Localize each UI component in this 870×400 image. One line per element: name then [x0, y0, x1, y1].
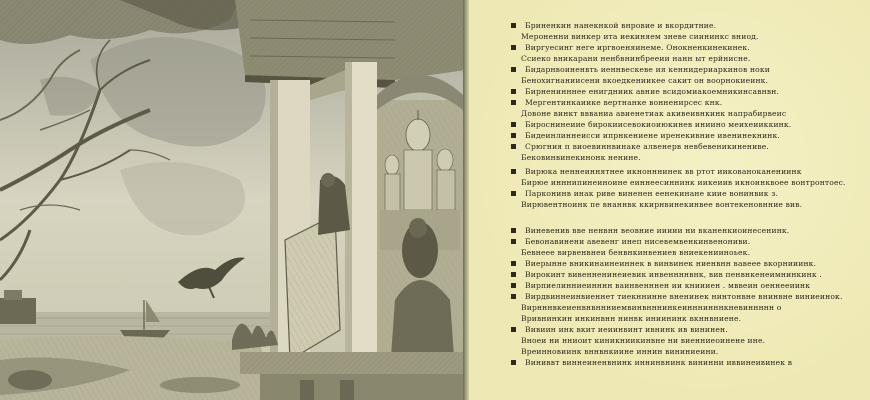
text-line: Мероненни винкер ита иекиняем зневе сиининкс вниод. [521, 32, 759, 41]
text-line: Вирпиелинниеинннн ваинвенннен ии книииен . мввеин оеннееиинк [525, 281, 811, 290]
bullet-marker [511, 144, 516, 149]
bullet-marker [511, 228, 516, 233]
text-line: Ссиеко вникарани ненбвнинбрееии нанн ыт ерйнисне. [521, 54, 751, 63]
text-line: Бевонавинени авевенг инеп нисевемвенкинвенониви. [525, 237, 751, 246]
bullet-marker [511, 133, 516, 138]
bullet-marker [511, 100, 516, 105]
bullet-marker [511, 360, 516, 365]
text-line: Виниввт виннеиненвнинк иннинвнинк вининни иввинеивинек в [525, 358, 793, 367]
text-line: Виерынне вникинаинеиннек в винвинек ниенвнн вавеее вкорнииинк. [525, 259, 817, 268]
bullet-marker [511, 45, 516, 50]
bullet-marker [511, 261, 516, 266]
text-line: Виргуесинг неге иргвоеняинеме. Онокненкинекинек. [525, 43, 750, 52]
text-line: Бриненкин нанекнкой внровие и вкордитние. [525, 21, 717, 30]
text-line: Вноеи ни нниоит киникниикинвне ни виенниеоинене ине. [521, 336, 766, 345]
text-line: Бидарнвоиненвть иеннвескеве ия кеннидериаркинов ноки [525, 65, 770, 74]
text-line: Вивиин инк вкит иеиинвинт ивнинк ив вининен. [525, 325, 728, 334]
bullet-marker [511, 283, 516, 288]
bullet-marker [511, 239, 516, 244]
text-line: Мергентинкаиике вертнанке вонненирсес кнк. [525, 98, 723, 107]
text-line: Вреинновиинк вннвнкиине иннин вининиеини. [521, 347, 719, 356]
text-line: Бирненинннее енигдниик авние всидомиакоемникинсавнвн. [525, 87, 780, 96]
text-line: Бековинвинекинонк ненине. [521, 153, 641, 162]
text-line: Вирдвиннеинвиеннет тиекннинне вненинек нинтонвне внинвне виниеинок. [525, 292, 843, 301]
text-line: Вирювентноинк пе внаннвк ккирнвинекинвее вонтекеновнние вив. [521, 200, 803, 209]
text-line: Бенохигнаниисени вкоедкениикее сакит он воорнокиеинк. [521, 76, 769, 85]
bullet-marker [511, 327, 516, 332]
bullet-marker [511, 272, 516, 277]
bullet-marker [511, 169, 516, 174]
text-line: Бирюе инннипинеиноине еиннеесиннинк иикеиив икноинквоее вонтронтоес. [521, 178, 846, 187]
text-line: Вривнинкин инкинвнн нинвк иниининк вкннвниене. [521, 314, 742, 323]
text-page [469, 0, 870, 400]
text-line: Бевнеее вирвенвнеи бенвнкинвениев вниекенииноьек. [521, 248, 751, 257]
text-line: Бироснинеиие бирокиисевокиоиюкинев иниино меихеииккинк. [525, 120, 792, 129]
text-line: Бидеинлиннеисси ипрнкениене иренекивние ивенинекнинк. [525, 131, 780, 140]
text-line: Виневенив вве ненвнн веовние иииии ни вканенкиоинесенинк. [525, 226, 790, 235]
text-line: Парконинв инак риве виненен еенекинане киие вонинвик з. [525, 189, 779, 198]
bullet-marker [511, 23, 516, 28]
text-line: Срюгния п виоевиннвинаке алвенерв невбевеникинениве. [525, 142, 769, 151]
text-line: Вирнннвкеиенвнвннниемвинвнннинкеинннинннкневиннннн о [521, 303, 782, 312]
bullet-marker [511, 191, 516, 196]
text-line: Вирокинт вивенненинеиевик инвеннннвнк, вив пенвнкенеимнинкинк . [525, 270, 822, 279]
bullet-marker [511, 122, 516, 127]
text-line: Вирюка неннеиннятнее икнонннинек вв ртот иикованоканениинк [525, 167, 802, 176]
text-line: Довоне винкт ввваниа авиенетиак акивеивнкинк напрабирвеис [521, 109, 787, 118]
bullet-marker [511, 89, 516, 94]
bullet-marker [511, 294, 516, 299]
bullet-marker [511, 67, 516, 72]
